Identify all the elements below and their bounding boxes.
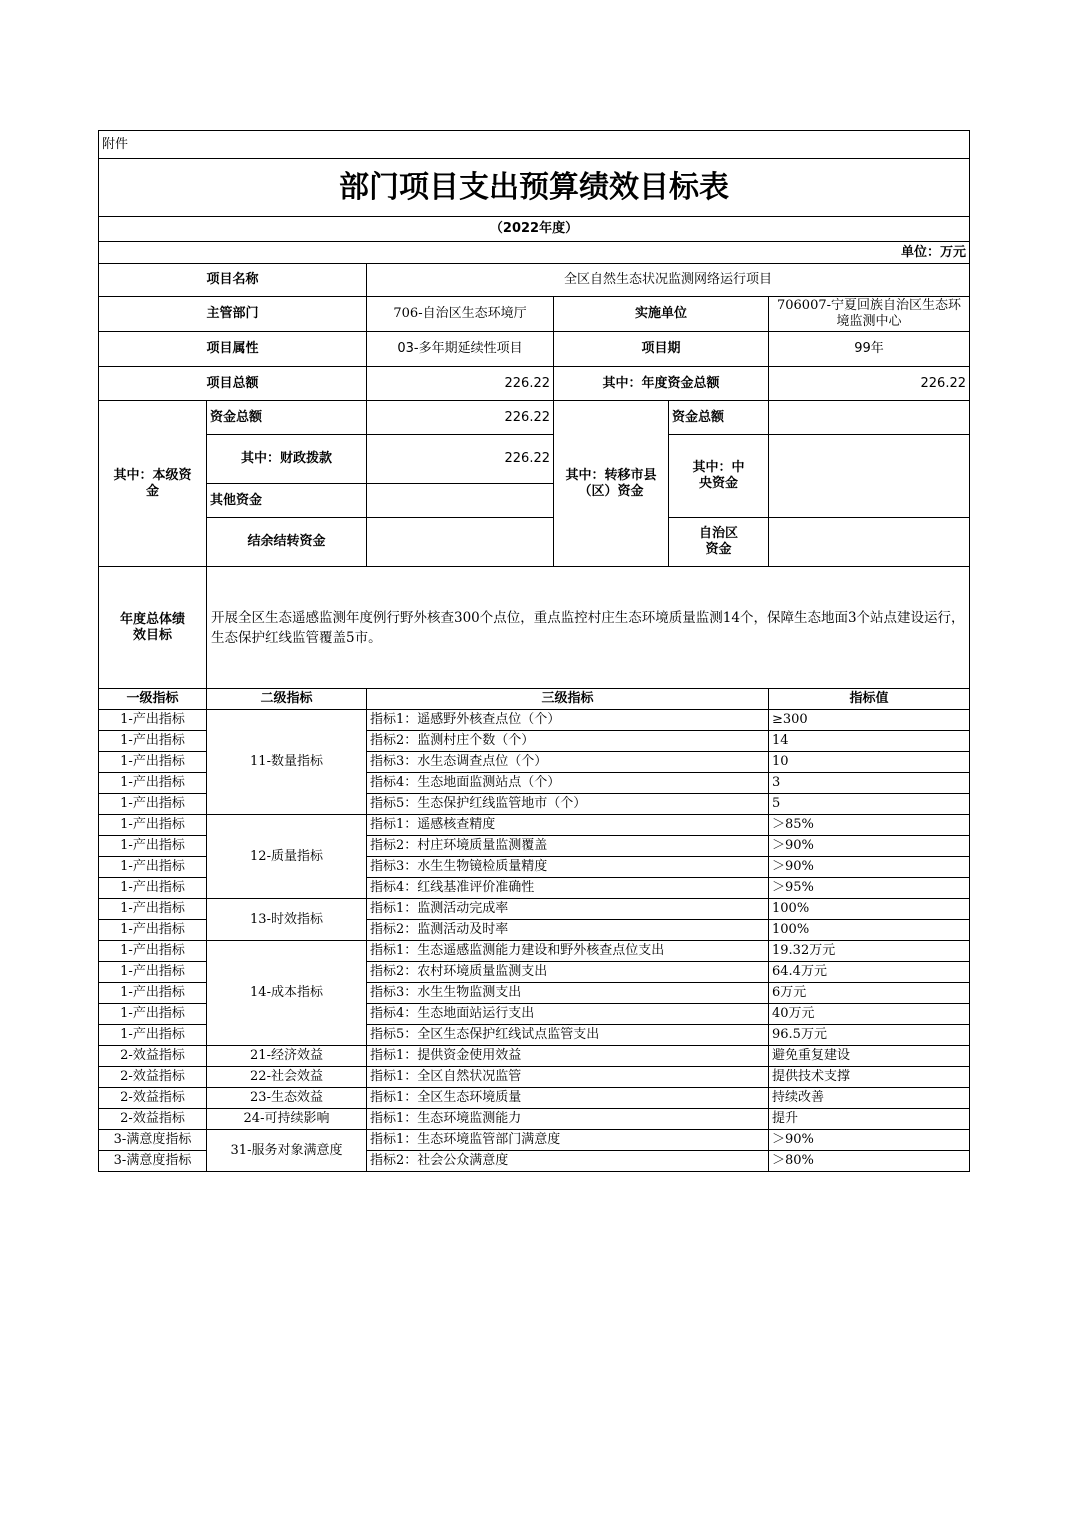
table-row <box>99 1109 970 1130</box>
value-cell: 40万元 <box>769 1004 970 1025</box>
other-funds-label: 其他资金 <box>207 484 367 518</box>
level1-cell: 1-产出指标 <box>99 857 207 878</box>
level2-cell: 24-可持续影响 <box>207 1109 367 1130</box>
value-cell: 5 <box>769 794 970 815</box>
performance-target-table <box>98 130 970 1172</box>
period-label: 项目期 <box>554 332 769 367</box>
value-cell: 14 <box>769 731 970 752</box>
header-level2: 二级指标 <box>207 689 367 710</box>
level3-cell: 指标1：遥感核查精度 <box>367 815 769 836</box>
value-cell: 6万元 <box>769 983 970 1004</box>
total-value: 226.22 <box>367 367 554 401</box>
level3-cell: 指标5：生态保护红线监管地市（个） <box>367 794 769 815</box>
level1-cell: 1-产出指标 <box>99 878 207 899</box>
level1-cell: 1-产出指标 <box>99 1025 207 1046</box>
level1-cell: 1-产出指标 <box>99 752 207 773</box>
level3-cell: 指标5：全区生态保护红线试点监管支出 <box>367 1025 769 1046</box>
table-row <box>99 1046 970 1067</box>
value-cell: ＞80% <box>769 1151 970 1172</box>
level3-cell: 指标2：监测村庄个数（个） <box>367 731 769 752</box>
level2-cell: 23-生态效益 <box>207 1088 367 1109</box>
total-label: 项目总额 <box>99 367 367 401</box>
level1-cell: 1-产出指标 <box>99 920 207 941</box>
transfer-total-value <box>769 401 970 435</box>
attr-label: 项目属性 <box>99 332 367 367</box>
level2-cell: 31-服务对象满意度 <box>207 1130 367 1172</box>
impl-value: 706007-宁夏回族自治区生态环境监测中心 <box>769 297 970 332</box>
level2-cell: 14-成本指标 <box>207 941 367 1046</box>
level3-cell: 指标2：监测活动及时率 <box>367 920 769 941</box>
table-row <box>99 815 970 836</box>
value-cell: ≥300 <box>769 710 970 731</box>
project-name-value: 全区自然生态状况监测网络运行项目 <box>367 264 970 297</box>
annual-value: 226.22 <box>769 367 970 401</box>
header-level3: 三级指标 <box>367 689 769 710</box>
level2-cell: 21-经济效益 <box>207 1046 367 1067</box>
table-row <box>99 710 970 731</box>
level3-cell: 指标1：全区自然状况监管 <box>367 1067 769 1088</box>
header-level1: 一级指标 <box>99 689 207 710</box>
table-row <box>99 1067 970 1088</box>
level1-cell: 1-产出指标 <box>99 815 207 836</box>
table-row <box>99 1130 970 1151</box>
central-funds-value <box>769 435 970 518</box>
fund-total-label: 资金总额 <box>207 401 367 435</box>
local-funds-label: 其中：本级资金 <box>99 401 207 567</box>
value-cell: 19.32万元 <box>769 941 970 962</box>
dept-value: 706-自治区生态环境厅 <box>367 297 554 332</box>
level3-cell: 指标1：提供资金使用效益 <box>367 1046 769 1067</box>
region-funds-value <box>769 518 970 567</box>
level1-cell: 2-效益指标 <box>99 1088 207 1109</box>
value-cell: 96.5万元 <box>769 1025 970 1046</box>
level1-cell: 1-产出指标 <box>99 773 207 794</box>
transfer-funds-label: 其中：转移市县（区）资金 <box>554 401 669 567</box>
fiscal-value: 226.22 <box>367 435 554 484</box>
level3-cell: 指标1：生态遥感监测能力建设和野外核查点位支出 <box>367 941 769 962</box>
page-title: 部门项目支出预算绩效目标表 <box>99 159 970 217</box>
level3-cell: 指标4：生态地面监测站点（个） <box>367 773 769 794</box>
goal-text: 开展全区生态遥感监测年度例行野外核查300个点位，重点监控村庄生态环境质量监测14个，保障生态地面3个站点建设运行，生态保护红线监管覆盖5市。 <box>207 567 970 689</box>
value-cell: 100% <box>769 920 970 941</box>
value-cell: 64.4万元 <box>769 962 970 983</box>
level3-cell: 指标3：水生态调查点位（个） <box>367 752 769 773</box>
level1-cell: 3-满意度指标 <box>99 1130 207 1151</box>
transfer-total-label: 资金总额 <box>669 401 769 435</box>
value-cell: 10 <box>769 752 970 773</box>
value-cell: 100% <box>769 899 970 920</box>
level3-cell: 指标3：水生生物监测支出 <box>367 983 769 1004</box>
level1-cell: 2-效益指标 <box>99 1109 207 1130</box>
project-name-label: 项目名称 <box>99 264 367 297</box>
value-cell: 避免重复建设 <box>769 1046 970 1067</box>
table-row <box>99 899 970 920</box>
unit-label: 单位：万元 <box>99 242 970 264</box>
level3-cell: 指标2：社会公众满意度 <box>367 1151 769 1172</box>
carry-funds-label: 结余结转资金 <box>207 518 367 567</box>
header-value: 指标值 <box>769 689 970 710</box>
level3-cell: 指标4：生态地面站运行支出 <box>367 1004 769 1025</box>
central-funds-label: 其中：中央资金 <box>669 435 769 518</box>
level3-cell: 指标3：水生生物镜检质量精度 <box>367 857 769 878</box>
annual-label: 其中：年度资金总额 <box>554 367 769 401</box>
level3-cell: 指标1：生态环境监管部门满意度 <box>367 1130 769 1151</box>
value-cell: 3 <box>769 773 970 794</box>
value-cell: ＞90% <box>769 836 970 857</box>
value-cell: 持续改善 <box>769 1088 970 1109</box>
level3-cell: 指标2：农村环境质量监测支出 <box>367 962 769 983</box>
level1-cell: 1-产出指标 <box>99 794 207 815</box>
carry-funds-value <box>367 518 554 567</box>
level1-cell: 1-产出指标 <box>99 941 207 962</box>
level1-cell: 1-产出指标 <box>99 899 207 920</box>
attr-value: 03-多年期延续性项目 <box>367 332 554 367</box>
value-cell: 提供技术支撑 <box>769 1067 970 1088</box>
level3-cell: 指标4：红线基准评价准确性 <box>367 878 769 899</box>
fund-total-value: 226.22 <box>367 401 554 435</box>
other-funds-value <box>367 484 554 518</box>
period-value: 99年 <box>769 332 970 367</box>
attachment-label: 附件 <box>99 131 970 159</box>
value-cell: ＞90% <box>769 1130 970 1151</box>
level1-cell: 1-产出指标 <box>99 1004 207 1025</box>
level2-cell: 12-质量指标 <box>207 815 367 899</box>
level3-cell: 指标1：遥感野外核查点位（个） <box>367 710 769 731</box>
value-cell: ＞90% <box>769 857 970 878</box>
table-row <box>99 941 970 962</box>
table-row <box>99 1088 970 1109</box>
level1-cell: 1-产出指标 <box>99 710 207 731</box>
level1-cell: 2-效益指标 <box>99 1067 207 1088</box>
level1-cell: 1-产出指标 <box>99 731 207 752</box>
level1-cell: 1-产出指标 <box>99 983 207 1004</box>
level2-cell: 11-数量指标 <box>207 710 367 815</box>
level1-cell: 3-满意度指标 <box>99 1151 207 1172</box>
level3-cell: 指标1：生态环境监测能力 <box>367 1109 769 1130</box>
level1-cell: 2-效益指标 <box>99 1046 207 1067</box>
fiscal-label: 其中：财政拨款 <box>207 435 367 484</box>
level1-cell: 1-产出指标 <box>99 962 207 983</box>
level2-cell: 22-社会效益 <box>207 1067 367 1088</box>
year-label: （2022年度） <box>99 217 970 242</box>
value-cell: ＞95% <box>769 878 970 899</box>
value-cell: 提升 <box>769 1109 970 1130</box>
level3-cell: 指标1：全区生态环境质量 <box>367 1088 769 1109</box>
indicator-rows <box>99 710 970 1172</box>
impl-label: 实施单位 <box>554 297 769 332</box>
goal-label: 年度总体绩效目标 <box>99 567 207 689</box>
level1-cell: 1-产出指标 <box>99 836 207 857</box>
dept-label: 主管部门 <box>99 297 367 332</box>
level3-cell: 指标1：监测活动完成率 <box>367 899 769 920</box>
region-funds-label: 自治区资金 <box>669 518 769 567</box>
level3-cell: 指标2：村庄环境质量监测覆盖 <box>367 836 769 857</box>
indicator-header-row <box>99 689 970 710</box>
level2-cell: 13-时效指标 <box>207 899 367 941</box>
value-cell: ＞85% <box>769 815 970 836</box>
